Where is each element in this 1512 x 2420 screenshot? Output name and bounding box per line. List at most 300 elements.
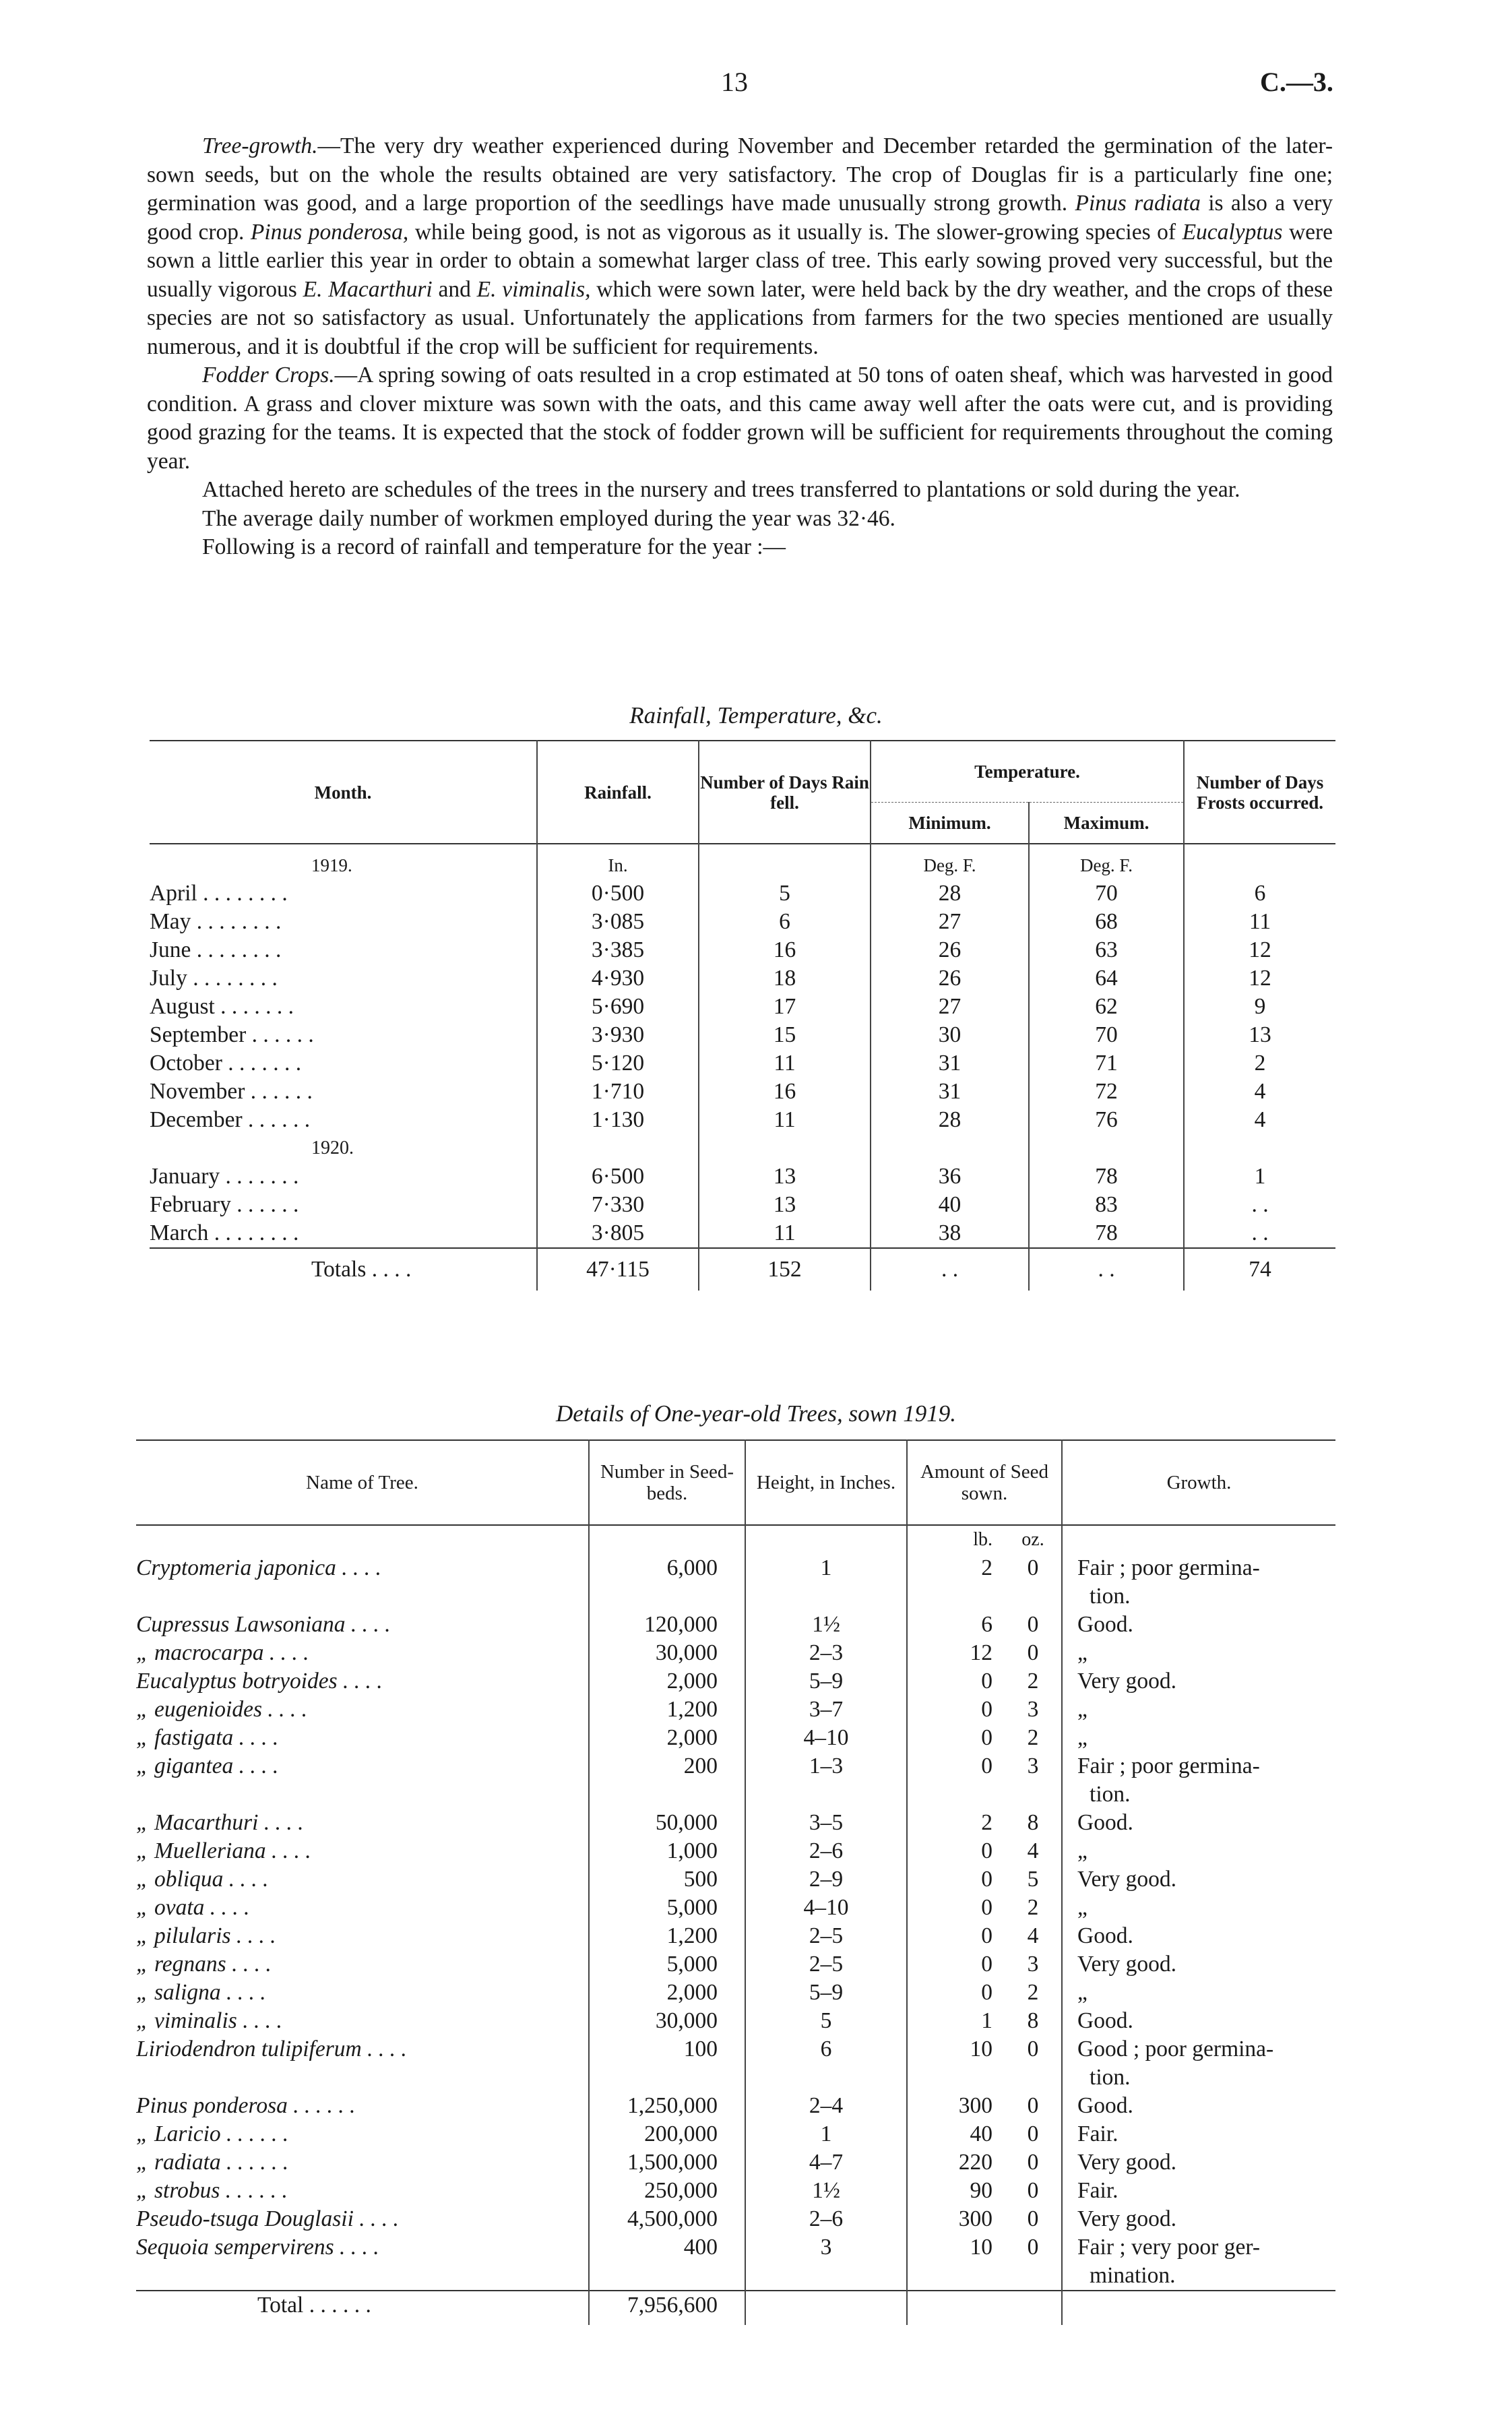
seed-lb-cell: 0 (907, 1950, 1005, 1979)
seed-oz-cell: 0 (1027, 2178, 1039, 2203)
growth-cell: Good. (1062, 2007, 1335, 2035)
total-label: Total . . . . . . (136, 2291, 589, 2325)
table-row (136, 2007, 1335, 2035)
month-cell: February . . . . . . (150, 1192, 299, 1217)
seed-lb-cell: 40 (907, 2120, 1005, 2148)
seedbed-number-cell: 5,000 (589, 1950, 745, 1979)
table-row (136, 1611, 1335, 1639)
frost-days-cell: . . (1184, 1219, 1335, 1248)
height-cell: 2–6 (745, 2205, 907, 2233)
frost-days-total: 74 (1184, 1248, 1335, 1291)
year-row (150, 1134, 1335, 1162)
seed-lb-cell: 10 (907, 2035, 1005, 2064)
tree-name-cell: „ Macarthuri . . . . (136, 1810, 304, 1835)
frost-days-cell: 1 (1184, 1162, 1335, 1191)
seed-lb-cell: 12 (907, 1639, 1005, 1667)
rain-days-cell: 13 (699, 1162, 871, 1191)
maximum-cell: 64 (1029, 964, 1184, 993)
seed-oz-cell: 0 (1027, 1555, 1039, 1580)
seed-lb-cell: 0 (907, 1724, 1005, 1752)
tree-name-cell: „ obliqua . . . . (136, 1867, 269, 1892)
height-cell: 2–6 (745, 1837, 907, 1865)
seed-lb-cell: 220 (907, 2148, 1005, 2177)
growth-cell: Very good. (1062, 2205, 1335, 2233)
minimum-cell: 38 (871, 1219, 1029, 1248)
report-text (147, 132, 1333, 562)
table-row (136, 2177, 1335, 2205)
rainfall-cell: 1·710 (537, 1078, 699, 1106)
seed-lb-cell: 300 (907, 2205, 1005, 2233)
tree-name-cell: „ viminalis . . . . (136, 2008, 282, 2033)
tree-name-cell: Pseudo-tsuga Douglasii . . . . (136, 2206, 399, 2231)
empty-cell (745, 2064, 907, 2092)
minimum-cell: 40 (871, 1191, 1029, 1219)
growth-cell: Fair. (1062, 2177, 1335, 2205)
workmen-paragraph: The average daily number of workmen employed during the year was 32·46. (202, 505, 895, 531)
seed-oz-cell: 0 (1027, 1640, 1039, 1665)
seedbed-number-cell: 120,000 (589, 1611, 745, 1639)
tree-name-cell: „ ovata . . . . (136, 1895, 250, 1920)
height-cell: 3 (745, 2233, 907, 2262)
tree-name-cell: Eucalyptus botryoides . . . . (136, 1669, 383, 1694)
rainfall-cell: 5·120 (537, 1049, 699, 1078)
frost-days-cell: 6 (1184, 879, 1335, 908)
seedbed-number-cell: 250,000 (589, 2177, 745, 2205)
table-row (136, 1894, 1335, 1922)
seed-oz-cell: 0 (1027, 2121, 1039, 2146)
rain-days-header: Number of Days Rain fell. (699, 741, 871, 844)
rain-days-cell: 11 (699, 1106, 871, 1134)
maximum-header: Maximum. (1029, 803, 1184, 844)
seedbed-number-cell: 1,500,000 (589, 2148, 745, 2177)
growth-continuation-cell: mination. (1062, 2262, 1335, 2291)
seedbed-number-cell: 2,000 (589, 1724, 745, 1752)
seedbed-number-cell: 50,000 (589, 1809, 745, 1837)
seed-lb-cell: 10 (907, 2233, 1005, 2262)
table-row (136, 2148, 1335, 2177)
height-cell: 1½ (745, 1611, 907, 1639)
rain-days-cell: 11 (699, 1219, 871, 1248)
table-row (136, 2092, 1335, 2120)
frost-days-header: Number of Days Frosts occurred. (1184, 741, 1335, 844)
seedbed-number-header: Number in Seed-beds. (589, 1440, 745, 1525)
frost-days-cell: 11 (1184, 908, 1335, 936)
growth-cell: Good. (1062, 2092, 1335, 2120)
table-row (136, 1950, 1335, 1979)
growth-cell: Good. (1062, 1611, 1335, 1639)
seed-oz-cell: 8 (1027, 2008, 1039, 2033)
rainfall-cell: 7·330 (537, 1191, 699, 1219)
seedbed-number-cell: 500 (589, 1865, 745, 1894)
seed-oz-cell: 0 (1027, 2206, 1039, 2231)
maximum-cell: 63 (1029, 936, 1184, 964)
height-cell: 5–9 (745, 1979, 907, 2007)
minimum-cell: 26 (871, 964, 1029, 993)
empty-cell (907, 1780, 1005, 1809)
seed-oz-cell: 8 (1027, 1810, 1039, 1835)
seedbed-number-cell: 30,000 (589, 2007, 745, 2035)
empty-cell (871, 1134, 1029, 1162)
month-cell: December . . . . . . (150, 1107, 311, 1132)
height-cell: 4–10 (745, 1724, 907, 1752)
maximum-cell: 70 (1029, 879, 1184, 908)
height-cell: 1 (745, 1554, 907, 1582)
empty-cell (589, 1582, 745, 1611)
seed-oz-cell: 3 (1027, 1697, 1039, 1722)
empty-cell (1062, 2291, 1335, 2325)
empty-cell (136, 1582, 589, 1611)
seedbed-number-cell: 1,200 (589, 1922, 745, 1950)
table-row (136, 2205, 1335, 2233)
growth-continuation-cell: tion. (1062, 2064, 1335, 2092)
seedbed-number-cell: 400 (589, 2233, 745, 2262)
rainfall-cell: 6·500 (537, 1162, 699, 1191)
growth-cell: Very good. (1062, 2148, 1335, 2177)
height-cell: 1½ (745, 2177, 907, 2205)
rainfall-cell: 3·805 (537, 1219, 699, 1248)
tree-name-cell: „ eugenioides . . . . (136, 1697, 308, 1722)
rain-days-cell: 15 (699, 1021, 871, 1049)
document-reference: C.—3. (1260, 67, 1333, 97)
rain-days-cell: 6 (699, 908, 871, 936)
rainfall-cell: 3·385 (537, 936, 699, 964)
height-cell: 1 (745, 2120, 907, 2148)
empty-cell (907, 2262, 1005, 2291)
empty-cell (907, 1582, 1005, 1611)
table-row (136, 1922, 1335, 1950)
growth-cell: Very good. (1062, 1865, 1335, 1894)
tree-name-cell: „ radiata . . . . . . (136, 2150, 289, 2175)
month-cell: June . . . . . . . . (150, 937, 282, 962)
seedbed-number-cell: 200 (589, 1752, 745, 1780)
frost-days-cell: 12 (1184, 964, 1335, 993)
month-cell: November . . . . . . (150, 1079, 313, 1104)
empty-cell (1184, 1134, 1335, 1162)
minimum-cell: 27 (871, 908, 1029, 936)
empty-cell (907, 2291, 1005, 2325)
seed-oz-cell: 4 (1027, 1838, 1039, 1863)
table-row-continuation (136, 1780, 1335, 1809)
height-cell: 6 (745, 2035, 907, 2064)
frost-days-cell: 4 (1184, 1106, 1335, 1134)
table-row (150, 908, 1335, 936)
page-number: 13 (721, 67, 748, 97)
empty-cell (136, 2064, 589, 2092)
height-cell: 2–3 (745, 1639, 907, 1667)
rain-days-cell: 13 (699, 1191, 871, 1219)
empty-cell (1005, 1582, 1062, 1611)
rain-days-cell: 18 (699, 964, 871, 993)
table-row (136, 1837, 1335, 1865)
height-cell: 3–7 (745, 1696, 907, 1724)
height-cell: 5 (745, 2007, 907, 2035)
tree-name-cell: „ regnans . . . . (136, 1952, 272, 1977)
empty-cell (745, 1582, 907, 1611)
seedbed-number-cell: 2,000 (589, 1667, 745, 1696)
rainfall-cell: 0·500 (537, 879, 699, 908)
growth-cell: Fair ; poor germina- (1062, 1752, 1335, 1780)
tree-name-cell: „ fastigata . . . . (136, 1725, 279, 1750)
frost-days-cell: 4 (1184, 1078, 1335, 1106)
month-cell: October . . . . . . . (150, 1051, 302, 1076)
growth-cell: Fair. (1062, 2120, 1335, 2148)
table-row (136, 1696, 1335, 1724)
fodder-crops-paragraph: Fodder Crops.—A spring sowing of oats resulted in a crop estimated at 50 tons of oaten sheaf, which was harvested in good condition. A grass and clover mixture was sown with the oats, and this came away well after the oats were cut, and is providing good grazing for the teams. It is expected that the stock of fodder grown will be sufficient for requirements throughout the coming year. (147, 363, 1333, 474)
seed-lb-cell: 0 (907, 1752, 1005, 1780)
frost-days-cell: 9 (1184, 993, 1335, 1021)
empty-cell (1005, 2064, 1062, 2092)
month-cell: March . . . . . . . . (150, 1220, 299, 1245)
seedbed-number-cell: 4,500,000 (589, 2205, 745, 2233)
seed-oz-cell: 2 (1027, 1725, 1039, 1750)
tree-name-cell: Cupressus Lawsoniana . . . . (136, 1612, 391, 1637)
table-row (136, 2120, 1335, 2148)
seed-lb-cell: 1 (907, 2007, 1005, 2035)
growth-cell: Good. (1062, 1809, 1335, 1837)
month-cell: January . . . . . . . (150, 1164, 299, 1189)
minimum-cell: 30 (871, 1021, 1029, 1049)
seed-oz-cell: 5 (1027, 1867, 1039, 1892)
unit-label: Deg. F. (1029, 844, 1184, 879)
seed-oz-cell: 2 (1027, 1980, 1039, 2005)
table-row (150, 936, 1335, 964)
table-row (136, 1639, 1335, 1667)
seedbed-total: 7,956,600 (589, 2291, 745, 2325)
trees-table-caption: Details of One-year-old Trees, sown 1919. (556, 1400, 956, 1427)
tree-name-cell: „ saligna . . . . (136, 1980, 266, 2005)
totals-row (150, 1248, 1335, 1291)
empty-cell (745, 1780, 907, 1809)
rain-days-cell: 16 (699, 1078, 871, 1106)
height-cell: 3–5 (745, 1809, 907, 1837)
month-header: Month. (314, 782, 372, 803)
rainfall-cell: 3·930 (537, 1021, 699, 1049)
seed-oz-cell: 2 (1027, 1669, 1039, 1694)
growth-header: Growth. (1062, 1440, 1335, 1525)
height-cell: 1–3 (745, 1752, 907, 1780)
height-cell: 2–4 (745, 2092, 907, 2120)
height-header: Height, in Inches. (745, 1440, 907, 1525)
month-cell: May . . . . . . . . (150, 909, 282, 934)
seed-lb-cell: 6 (907, 1611, 1005, 1639)
minimum-cell: 31 (871, 1078, 1029, 1106)
fodder-crops-label: Fodder Crops. (202, 363, 335, 387)
year-label: 1919. (311, 855, 352, 875)
seed-amount-header: Amount of Seed sown. (907, 1440, 1062, 1525)
seed-lb-cell: 0 (907, 1979, 1005, 2007)
seedbed-number-cell: 1,200 (589, 1696, 745, 1724)
growth-cell: Good. (1062, 1922, 1335, 1950)
rainfall-header: Rainfall. (537, 741, 699, 844)
height-cell: 5–9 (745, 1667, 907, 1696)
frost-days-cell: . . (1184, 1191, 1335, 1219)
table-row (136, 1809, 1335, 1837)
table-row (150, 1191, 1335, 1219)
month-cell: August . . . . . . . (150, 994, 294, 1019)
table-row (150, 1021, 1335, 1049)
seed-lb-cell: 0 (907, 1696, 1005, 1724)
tree-name-cell: „ strobus . . . . . . (136, 2178, 288, 2203)
height-cell: 2–9 (745, 1865, 907, 1894)
seedbed-number-cell: 2,000 (589, 1979, 745, 2007)
temperature-header: Temperature. (871, 741, 1184, 803)
minimum-cell: 28 (871, 1106, 1029, 1134)
table-row (150, 1162, 1335, 1191)
empty-cell (1005, 2291, 1062, 2325)
tree-name-header: Name of Tree. (306, 1472, 418, 1493)
seed-lb-cell: 0 (907, 1894, 1005, 1922)
maximum-cell: 78 (1029, 1162, 1184, 1191)
empty-cell (589, 2262, 745, 2291)
table-row (150, 879, 1335, 908)
empty-cell (589, 2064, 745, 2092)
growth-cell: Very good. (1062, 1950, 1335, 1979)
year-label: 1920. (311, 1138, 354, 1158)
maximum-cell: 72 (1029, 1078, 1184, 1106)
height-cell: 2–5 (745, 1950, 907, 1979)
tree-name-cell: Liriodendron tulipiferum . . . . (136, 2037, 407, 2061)
growth-cell: Fair ; very poor ger- (1062, 2233, 1335, 2262)
seedbed-number-cell: 6,000 (589, 1554, 745, 1582)
table-row (136, 1554, 1335, 1582)
growth-cell: „ (1062, 1696, 1335, 1724)
tree-name-cell: „ Laricio . . . . . . (136, 2121, 289, 2146)
tree-name-cell: Cryptomeria japonica . . . . (136, 1555, 381, 1580)
height-cell: 4–10 (745, 1894, 907, 1922)
maximum-cell: 62 (1029, 993, 1184, 1021)
tree-name-cell: Pinus ponderosa . . . . . . (136, 2093, 356, 2118)
month-cell: July . . . . . . . . (150, 966, 278, 991)
empty-cell (745, 2262, 907, 2291)
seed-lb-cell: 90 (907, 2177, 1005, 2205)
maximum-total: . . (1029, 1248, 1184, 1291)
seed-lb-cell: 0 (907, 1667, 1005, 1696)
maximum-cell: 68 (1029, 908, 1184, 936)
rainfall-cell: 1·130 (537, 1106, 699, 1134)
table-row (136, 1865, 1335, 1894)
growth-cell: „ (1062, 1837, 1335, 1865)
frost-days-cell: 2 (1184, 1049, 1335, 1078)
seed-oz-cell: 0 (1027, 1612, 1039, 1637)
table-row (136, 2035, 1335, 2064)
frost-days-cell: 13 (1184, 1021, 1335, 1049)
seed-oz-cell: 3 (1027, 1754, 1039, 1778)
table-row-continuation (136, 1582, 1335, 1611)
empty-cell (1029, 1134, 1184, 1162)
rainfall-cell: 3·085 (537, 908, 699, 936)
seed-lb-cell: 300 (907, 2092, 1005, 2120)
rain-days-cell: 11 (699, 1049, 871, 1078)
empty-cell (1005, 1780, 1062, 1809)
tree-name-cell: „ Muelleriana . . . . (136, 1838, 311, 1863)
minimum-cell: 27 (871, 993, 1029, 1021)
unit-label: oz. (1021, 1529, 1044, 1550)
unit-label: In. (537, 844, 699, 879)
height-cell: 4–7 (745, 2148, 907, 2177)
tree-name-cell: „ gigantea . . . . (136, 1754, 279, 1778)
empty-cell (745, 2291, 907, 2325)
seedbed-number-cell: 5,000 (589, 1894, 745, 1922)
seed-lb-cell: 2 (907, 1554, 1005, 1582)
rainfall-cell: 5·690 (537, 993, 699, 1021)
rainfall-table (150, 740, 1335, 1291)
seed-lb-cell: 0 (907, 1922, 1005, 1950)
empty-cell (1005, 2262, 1062, 2291)
height-cell: 2–5 (745, 1922, 907, 1950)
table-row (150, 1049, 1335, 1078)
unit-label: lb. (907, 1525, 1005, 1554)
growth-cell: Good ; poor germina- (1062, 2035, 1335, 2064)
seedbed-number-cell: 100 (589, 2035, 745, 2064)
table-row (136, 1724, 1335, 1752)
minimum-cell: 28 (871, 879, 1029, 908)
table-row (150, 1219, 1335, 1248)
seedbed-number-cell: 30,000 (589, 1639, 745, 1667)
month-cell: April . . . . . . . . (150, 881, 288, 906)
rain-days-cell: 5 (699, 879, 871, 908)
maximum-cell: 70 (1029, 1021, 1184, 1049)
table-row-continuation (136, 2064, 1335, 2092)
unit-label: Deg. F. (871, 844, 1029, 879)
rainfall-cell: 4·930 (537, 964, 699, 993)
seed-oz-cell: 0 (1027, 2235, 1039, 2260)
seed-lb-cell: 0 (907, 1837, 1005, 1865)
maximum-cell: 78 (1029, 1219, 1184, 1248)
seedbed-number-cell: 1,250,000 (589, 2092, 745, 2120)
minimum-cell: 26 (871, 936, 1029, 964)
table-row (136, 1979, 1335, 2007)
totals-label: Totals . . . . (150, 1248, 537, 1291)
rainfall-table-caption: Rainfall, Temperature, &c. (629, 702, 883, 728)
rain-days-cell: 17 (699, 993, 871, 1021)
rain-days-total: 152 (699, 1248, 871, 1291)
table-row (150, 964, 1335, 993)
maximum-cell: 83 (1029, 1191, 1184, 1219)
seed-oz-cell: 2 (1027, 1895, 1039, 1920)
empty-cell (537, 1134, 699, 1162)
schedules-paragraph: Attached hereto are schedules of the trees in the nursery and trees transferred to plantations or sold during the year. (202, 477, 1240, 502)
growth-cell: „ (1062, 1979, 1335, 2007)
seed-lb-cell: 0 (907, 1865, 1005, 1894)
growth-continuation-cell: tion. (1062, 1780, 1335, 1809)
growth-cell: Fair ; poor germina- (1062, 1554, 1335, 1582)
month-cell: September . . . . . . (150, 1022, 314, 1047)
maximum-cell: 71 (1029, 1049, 1184, 1078)
minimum-header: Minimum. (871, 803, 1029, 844)
tree-growth-paragraph: Tree-growth.—The very dry weather experienced during November and December retarded the germination of the later-sown seeds, but on the whole the results obtained are very satisfactory. The crop of Douglas fir is a particularly fine one; germination was good, and a large proportion of the seedlings have made unusually strong growth. Pinus radiata is also a very good crop. Pinus ponderosa, while being good, is not as vigorous as it usually is. The slower-growing species of Eucalyptus were sown a little earlier this year in order to obtain a somewhat larger class of tree. This early sowing proved very successful, but the usually vigorous E. Macarthuri and E. viminalis, which were sown later, were held back by the dry weather, and the crops of these species are not so satisfactory as usual. Unfortunately the applications from farmers for the two species mentioned are usually numerous, and it is doubtful if the crop will be sufficient for requirements. (147, 133, 1333, 359)
rainfall-intro-paragraph: Following is a record of rainfall and temperature for the year :— (202, 534, 786, 559)
growth-cell: „ (1062, 1639, 1335, 1667)
table-row (136, 1667, 1335, 1696)
total-row (136, 2291, 1335, 2325)
empty-cell (136, 1780, 589, 1809)
minimum-cell: 36 (871, 1162, 1029, 1191)
seed-oz-cell: 4 (1027, 1923, 1039, 1948)
table-row (150, 1078, 1335, 1106)
table-row (150, 1106, 1335, 1134)
seed-oz-cell: 0 (1027, 2150, 1039, 2175)
growth-continuation-cell: tion. (1062, 1582, 1335, 1611)
table-row-continuation (136, 2262, 1335, 2291)
table-row (136, 2233, 1335, 2262)
tree-growth-label: Tree-growth. (202, 133, 318, 158)
rainfall-total: 47·115 (537, 1248, 699, 1291)
seedbed-number-cell: 200,000 (589, 2120, 745, 2148)
empty-cell (589, 1780, 745, 1809)
minimum-cell: 31 (871, 1049, 1029, 1078)
growth-cell: Very good. (1062, 1667, 1335, 1696)
seed-oz-cell: 0 (1027, 2037, 1039, 2061)
